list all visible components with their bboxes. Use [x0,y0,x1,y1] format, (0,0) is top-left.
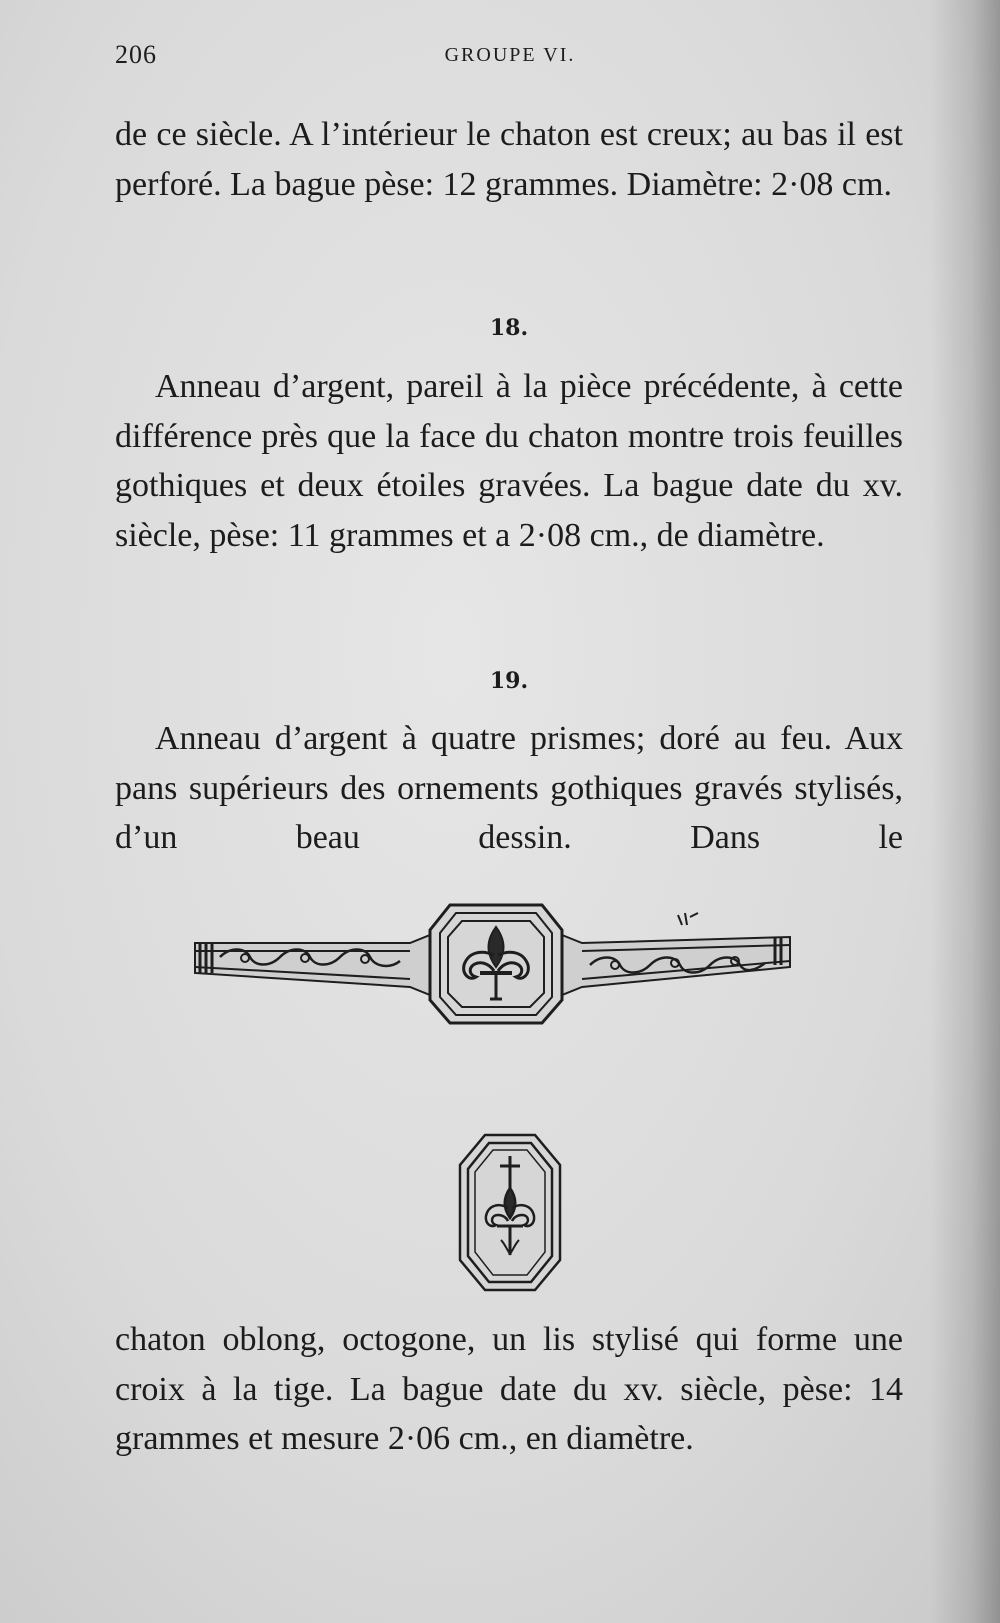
engraved-ring-band-illustration [190,895,800,1035]
paragraph-text: de ce siècle. A l’intérieur le chaton est creux; au bas il est perforé. La bague pèse: 12 grammes. Diamètre: 2·08 cm. [115,116,903,203]
running-title: GROUPE VI. [444,44,576,66]
paragraph-continuation [115,110,903,209]
item-number-18: 18. [489,315,529,341]
paragraph-continuation-item-19 [115,1315,903,1464]
paragraph-text: chaton oblong, octogone, un lis stylisé qui forme une croix à la tige. La bague date du xv. siècle, pèse: 14 grammes et mesure 2·06 cm., en diamètre. [115,1321,903,1457]
octagonal-bezel-fleur-de-lis-cross-illustration [455,1130,565,1295]
bezel-drawing [455,1130,565,1295]
page-gutter-shadow [930,0,1000,1623]
page-number: 206 [115,40,157,69]
paragraph-item-18 [115,362,903,560]
ring-band-drawing [190,895,800,1035]
running-head [115,40,905,70]
paragraph-text: Anneau d’argent à quatre prismes; doré au feu. Aux pans supérieurs des ornements gothiques gravés stylisés, d’un beau dessin. Dans le [115,720,903,856]
paragraph-item-19 [115,714,903,863]
paragraph-text: Anneau d’argent, pareil à la pièce précédente, à cette différence près que la face du chaton montre trois feuilles gothiques et deux étoiles gravées. La bague date du xv. siècle, pèse: 11 grammes et a 2·08 cm., de diamètre. [115,368,903,554]
item-number-19: 19. [489,668,529,694]
